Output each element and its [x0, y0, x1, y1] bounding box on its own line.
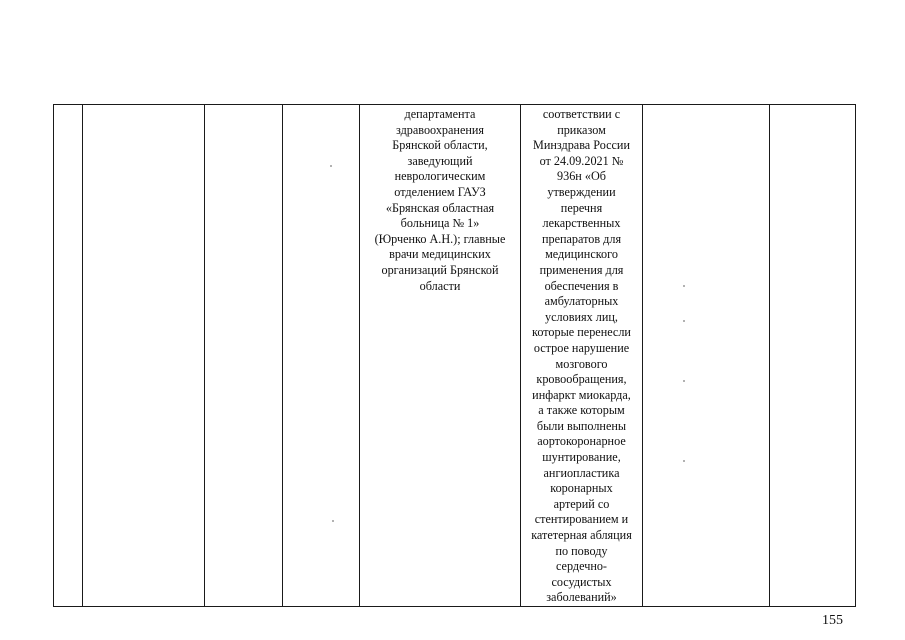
- document-table: [53, 104, 856, 607]
- table-row: [54, 105, 856, 607]
- table-cell-basis: [521, 105, 643, 607]
- table-cell-col-7: [643, 105, 770, 607]
- table-cell-col-8: [770, 105, 856, 607]
- table-cell-col-1: [54, 105, 83, 607]
- scan-speck: [330, 165, 332, 167]
- responsible-text: департамента здравоохранения Брянской области, заведующий неврологическим отделением ГАУЗ «Брянская областная больница № 1» (Юрченко А.Н.); главные врачи медицинских организаций Брянской области: [374, 107, 506, 293]
- table-cell-col-3: [205, 105, 283, 607]
- page-number: 155: [822, 613, 843, 628]
- scan-speck: [683, 285, 685, 287]
- table-cell-col-4: [283, 105, 360, 607]
- scan-speck: [683, 380, 685, 382]
- table-cell-col-2: [83, 105, 205, 607]
- scan-speck: [332, 520, 334, 522]
- basis-text: соответствии с приказом Минздрава России от 24.09.2021 № 936н «Об утверждении перечня лекарственных препаратов для медицинского применения для обеспечения в амбулаторных условиях лиц, которые перенесли острое нарушение мозгового кровообращения, инфаркт миокарда, а также которым были выполнены аортокоронарное шунтирование, ангиопластика коронарных артерий со стентированием и катетерная абляция по поводу сердечно- сосудистых заболеваний»: [531, 107, 632, 605]
- scan-speck: [683, 460, 685, 462]
- scan-speck: [683, 320, 685, 322]
- table-cell-responsible: [360, 105, 521, 607]
